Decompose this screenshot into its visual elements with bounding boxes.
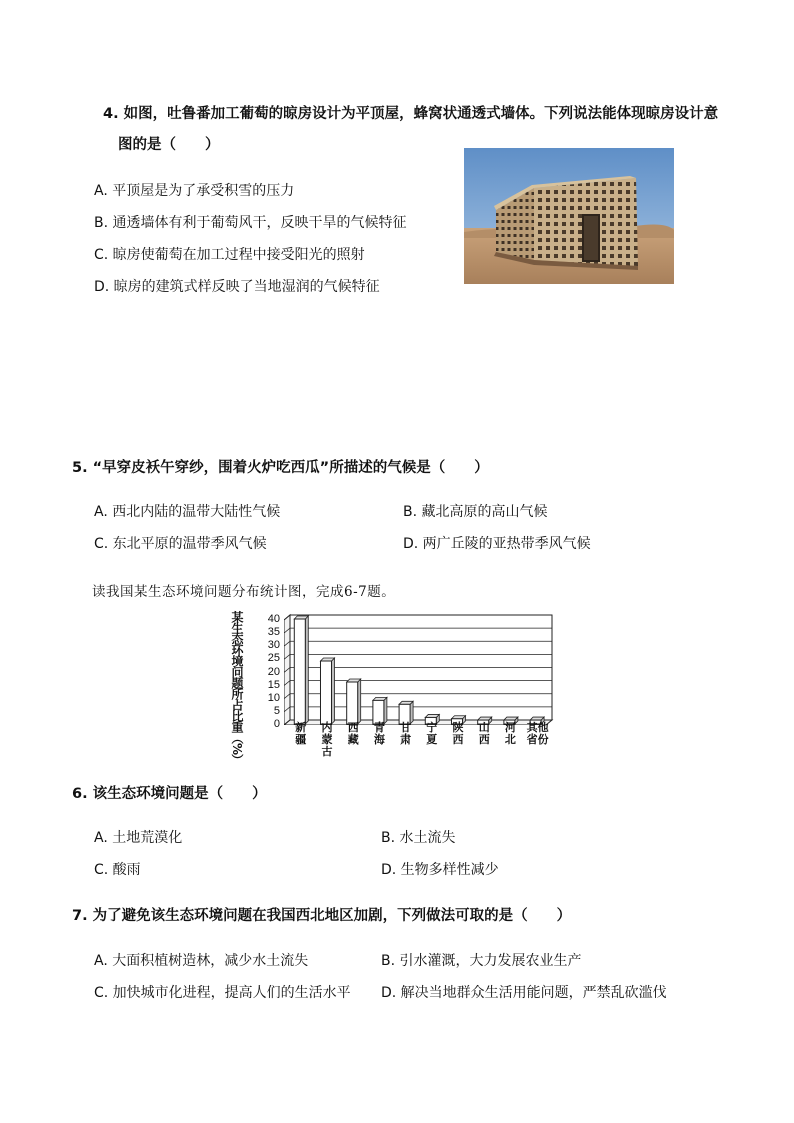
- chart-y-tick-label: 10: [267, 691, 280, 704]
- chart-intro-text: 读我国某生态环境问题分布统计图，完成6-7题。: [92, 584, 396, 600]
- question-5-stem: 5. “早穿皮袄午穿纱，围着火炉吃西瓜”所描述的气候是（ ）: [72, 460, 489, 476]
- question-7-option-a[interactable]: A. 大面积植树造林，减少水土流失: [94, 953, 309, 969]
- chart-y-tick-label: 0: [273, 718, 280, 730]
- question-5-option-d[interactable]: D. 两广丘陵的亚热带季风气候: [403, 536, 591, 552]
- chart-y-tick-label: 15: [267, 678, 280, 691]
- question-4-option-b[interactable]: B. 通透墙体有利于葡萄风干，反映干旱的气候特征: [94, 215, 407, 231]
- question-4-option-c[interactable]: C. 晾房使葡萄在加工过程中接受阳光的照射: [94, 247, 365, 263]
- question-4-stem-line1: 4. 如图，吐鲁番加工葡萄的晾房设计为平顶屋，蜂窝状通透式墙体。下列说法能体现晾房设计意: [103, 106, 719, 122]
- question-7-option-c[interactable]: C. 加快城市化进程，提高人们的生活水平: [94, 985, 351, 1001]
- chart-category-label: 甘肃: [400, 721, 412, 746]
- chart-category-label: 河北: [504, 721, 516, 746]
- chart-category-label: 其他省份: [526, 721, 549, 746]
- chart-bar: [347, 682, 358, 724]
- chart-y-tick-label: 5: [273, 704, 280, 717]
- chart-y-tick-label: 35: [267, 626, 280, 639]
- question-6-option-b[interactable]: B. 水土流失: [381, 830, 456, 846]
- chart-y-tick-label: 25: [267, 652, 280, 665]
- bar-chart: [284, 610, 554, 725]
- chart-category-label: 青海: [373, 721, 385, 746]
- question-7-stem: 7. 为了避免该生态环境问题在我国西北地区加剧，下列做法可取的是（ ）: [72, 908, 572, 924]
- drying-house-photo: [464, 148, 674, 284]
- question-5-option-c[interactable]: C. 东北平原的温带季风气候: [94, 536, 267, 552]
- chart-category-label: 内蒙古: [321, 721, 333, 758]
- chart-category-label: 宁夏: [426, 721, 438, 746]
- chart-category-label: 西藏: [347, 721, 359, 746]
- chart-y-tick-label: 40: [267, 613, 280, 625]
- chart-category-label: 新疆: [295, 721, 307, 746]
- question-5-option-b[interactable]: B. 藏北高原的高山气候: [403, 504, 548, 520]
- chart-category-label: 陕西: [452, 721, 464, 746]
- question-5-option-a[interactable]: A. 西北内陆的温带大陆性气候: [94, 504, 281, 520]
- question-7-option-b[interactable]: B. 引水灌溉，大力发展农业生产: [381, 953, 582, 969]
- question-6-option-d[interactable]: D. 生物多样性减少: [381, 862, 499, 878]
- question-6-stem: 6. 该生态环境问题是（ ）: [72, 786, 267, 802]
- question-4-option-a[interactable]: A. 平顶屋是为了承受积雪的压力: [94, 183, 295, 199]
- chart-y-tick-label: 20: [267, 665, 280, 678]
- question-4-option-d[interactable]: D. 晾房的建筑式样反映了当地湿润的气候特征: [94, 279, 380, 295]
- chart-y-axis-label: 某生态环境问题所占比重（%）: [230, 611, 244, 766]
- chart-bar: [320, 661, 331, 724]
- question-4-stem-line2: 图的是（ ）: [118, 137, 220, 153]
- chart-category-label: 山西: [478, 721, 490, 746]
- question-6-option-a[interactable]: A. 土地荒漠化: [94, 830, 183, 846]
- chart-bar: [294, 619, 305, 724]
- question-6-option-c[interactable]: C. 酸雨: [94, 862, 141, 878]
- chart-y-tick-label: 30: [267, 639, 280, 652]
- question-7-option-d[interactable]: D. 解决当地群众生活用能问题，严禁乱砍滥伐: [381, 985, 667, 1001]
